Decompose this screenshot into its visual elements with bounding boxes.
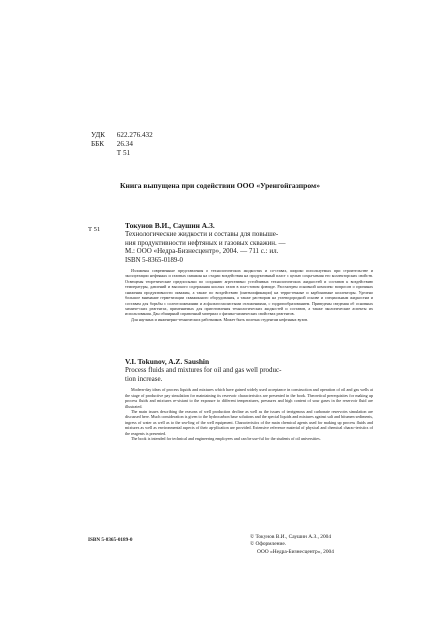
russian-abstract-paragraph: Для научных и инженерно-технических работников. Может быть полезна студентам нефтяных вузов. (131, 316, 309, 322)
english-abstract-paragraph: Modern-day ideas of process liquids and mixtures which have gained widely used acceptance in construction and operation of oil and gas wells at the stage of productive pay simulation for maintaining its reservoir characteristics are presented in the book. Theoretical prerequisites for making up process fluids and mixtures re-sistant to the exposure to different temperatures, pressures and high content of sour gases in the reservoir fluid are illustrated. (125, 387, 373, 409)
copyright-line: © Оформление. (250, 541, 287, 548)
russian-author: Токунов В.И., Саушин А.З. (125, 221, 215, 230)
russian-title: Технологические жидкости и составы для повыше- ния продуктивности нефтяных и газовых скважин. — М.: ООО «Недра-Бизнесцентр», 2004. — 711 с.: ил. (125, 230, 286, 256)
shelf-code: Т 51 (116, 149, 131, 157)
russian-isbn: ISBN 5-8365-0189-0 (125, 256, 183, 264)
english-catalog-entry (125, 357, 373, 442)
udk-code: УДК 622.276.432 (91, 131, 153, 139)
shelf-mark: Т 51 (88, 226, 101, 233)
english-author: V.I. Tokunov, A.Z. Saushin (125, 357, 210, 366)
russian-abstract-paragraph: Изложены современные представления о технологических жидкостях и со-ставах, широко используемых при строительстве и эксплуатации нефтяных и газовых скважин на стадии воздействия на продуктивный пласт с целью сохра-нения его коллекторских свойств. Освещены теоретические предпосылки по созданию агрегативно устойчивых технологических жидкостей и составов к воздействию температуры, давлений и высокого содержания кислых газов в пла-стовом флюиде. Рассмотрен основной комплекс вопросов о причинах снижения продуктивности скважин, а также по воздействию (интенсификации) на терри-генные и карбонатные коллекторы. Уделено большое внимание герметизации скважинного оборудования, а также растворам на углеводородной основе и специальным жидкостям и составам для борьбы с солеотложениями и асфальтосмолистыми отложениями, с гидратообразованием. Приведены сведения об основных химиче-ских реагентах, применяемых для приготовления технологических жидкостей и составов, а также экологические аспекты их использования. Дан обширный справочный материал о физико-химических свойствах реагентов. (125, 267, 373, 317)
copyright-notices (250, 534, 334, 556)
bbk-code: ББК 26.34 (91, 140, 133, 148)
english-abstract-paragraph: The main issues describing the reasons of well production decline as well as the issues of terrigenous and carbonate reservoirs simulation are discussed here. Much consideration is given to the hydrocarbon base solutions and the special liquids and mixtures against salt and bitumen sediments, ingress of water as well as to the sea-ling of the well equipment. Characteristics of the main chemical agents used for making up process fluids and mixtures as well as environmental aspects of their ap-plication are provided. Extensive reference material of physical and chemical charac-teristics of the reagents is presented. (125, 409, 373, 436)
classification-codes (91, 131, 153, 158)
sponsor-line: Книга выпущена при содействии ООО «Уренгойгазпром» (120, 181, 320, 190)
copyright-line: ООО «Недра-Бизнесцентр», 2004 (257, 548, 334, 555)
english-abstract-paragraph: The book is intended for technical and engineering employees and can be use-ful for the students of oil universities. (131, 436, 321, 442)
russian-abstract (125, 268, 373, 323)
english-abstract (125, 387, 373, 442)
isbn-bottom: ISBN 5-8365-0189-0 (88, 537, 133, 543)
copyright-line: © Токунов В.И., Саушин А.З., 2004 (250, 534, 332, 540)
english-title: Process fluids and mixtures for oil and gas well produc- tion increase. (125, 366, 282, 383)
